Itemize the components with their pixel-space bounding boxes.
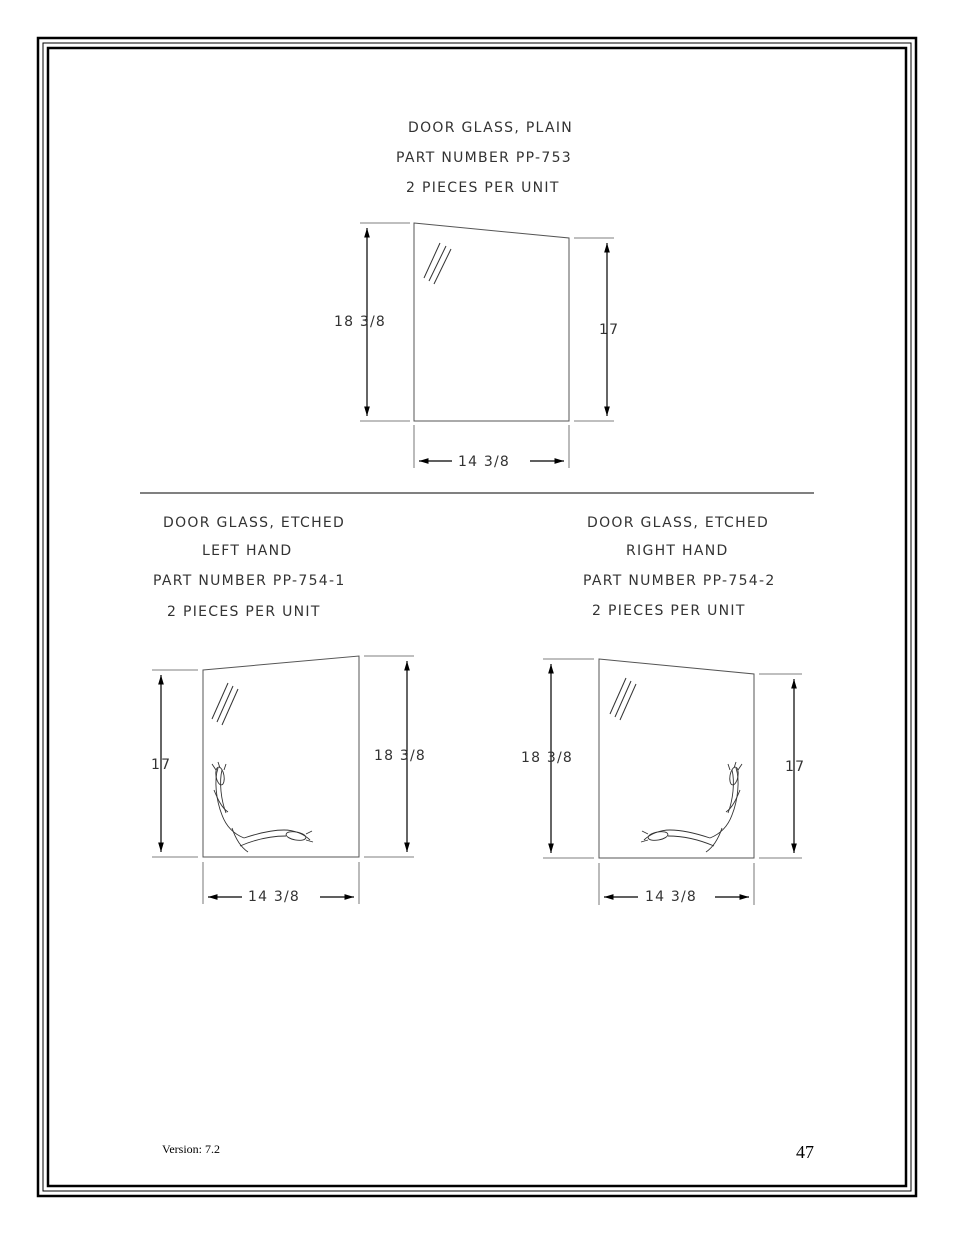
right-part-number: PART NUMBER PP-754-2 <box>583 573 776 589</box>
left-part-number: PART NUMBER PP-754-1 <box>153 573 346 589</box>
left-part-hand: LEFT HAND <box>202 543 293 559</box>
right-part-title: DOOR GLASS, ETCHED <box>587 515 770 531</box>
right-dim-right: 17 <box>785 759 806 775</box>
version-label: Version: 7.2 <box>162 1142 220 1156</box>
left-part-quantity: 2 PIECES PER UNIT <box>167 604 321 620</box>
left-glass-drawing <box>152 656 414 904</box>
left-dim-bottom: 14 3/8 <box>248 889 300 905</box>
top-glass-drawing <box>360 223 614 468</box>
top-dim-left: 18 3/8 <box>334 314 386 330</box>
right-glass-drawing <box>543 659 802 905</box>
right-part-labels <box>583 515 776 619</box>
right-dim-left: 18 3/8 <box>521 750 573 766</box>
right-part-quantity: 2 PIECES PER UNIT <box>592 603 746 619</box>
top-part-number: PART NUMBER PP-753 <box>396 150 573 166</box>
top-part-quantity: 2 PIECES PER UNIT <box>406 180 560 196</box>
top-part-labels <box>396 120 573 196</box>
right-part-hand: RIGHT HAND <box>626 543 729 559</box>
right-part-dimensions <box>521 750 805 905</box>
page-number: 47 <box>796 1142 814 1162</box>
right-wheat-etching <box>641 762 742 852</box>
left-wheat-etching <box>212 762 313 852</box>
top-part-dimensions <box>334 314 619 470</box>
top-dim-right: 17 <box>599 322 620 338</box>
left-part-dimensions <box>151 748 426 905</box>
top-part-title: DOOR GLASS, PLAIN <box>408 120 574 136</box>
right-dim-bottom: 14 3/8 <box>645 889 697 905</box>
left-part-title: DOOR GLASS, ETCHED <box>163 515 346 531</box>
left-dim-right: 18 3/8 <box>374 748 426 764</box>
left-part-labels <box>153 515 346 620</box>
top-dim-bottom: 14 3/8 <box>458 454 510 470</box>
left-dim-left: 17 <box>151 757 172 773</box>
